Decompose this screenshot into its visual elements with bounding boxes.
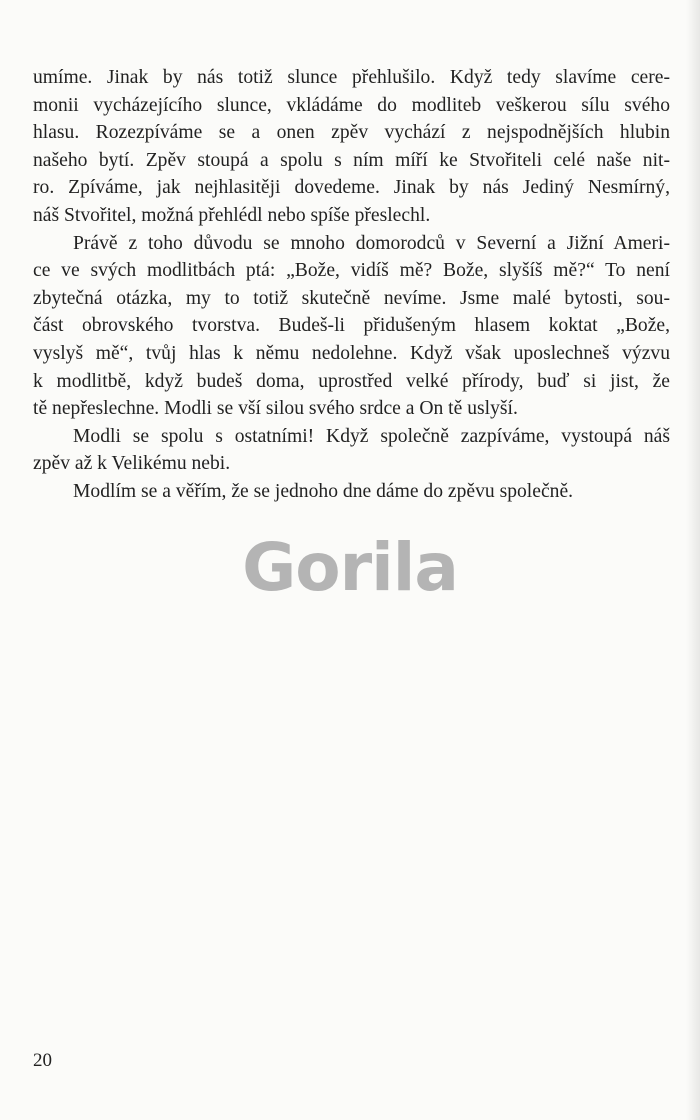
text-line: ce ve svých modlitbách ptá: „Bože, vidíš mě? Bože, slyšíš mě?“ To není [33,260,670,282]
text-line: k modlitbě, když budeš doma, uprostřed velké přírody, buď si jist, že [33,370,670,392]
text-line: Právě z toho důvodu se mnoho domorodců v Severní a Jižní Ameri- [73,232,670,254]
text-line: zpěv až k Velikému nebi. [33,453,231,475]
text-line: hlasu. Rozezpíváme se a onen zpěv vychází z nejspodnějších hlubin [33,122,670,144]
text-line: vyslyš mě“, tvůj hlas k němu nedolehne. Když však uposlechneš výzvu [33,342,670,364]
text-line: zbytečná otázka, my to totiž skutečně nevíme. Jsme malé bytosti, sou- [33,287,670,309]
body-text [33,64,670,506]
text-line: našeho bytí. Zpěv stoupá a spolu s ním míří ke Stvořiteli celé naše nit- [33,149,670,171]
text-line: náš Stvořitel, možná přehlédl nebo spíše přeslechl. [33,204,431,226]
gorila-watermark: Gorila [242,529,458,606]
text-line: část obrovského tvorstva. Budeš-li přidušeným hlasem koktat „Bože, [33,315,670,337]
text-line: tě nepřeslechne. Modli se vší silou svého srdce a On tě uslyší. [33,398,518,420]
text-line: ro. Zpíváme, jak nejhlasitěji dovedeme. Jinak by nás Jediný Nesmírný, [33,177,670,199]
text-line: monii vycházejícího slunce, vkládáme do modliteb veškerou sílu svého [33,94,670,116]
text-line: Modli se spolu s ostatními! Když společně zazpíváme, vystoupá náš [73,425,670,447]
page-number: 20 [33,1050,52,1071]
text-line: umíme. Jinak by nás totiž slunce přehlušilo. Když tedy slavíme cere- [33,67,670,88]
text-line: Modlím se a věřím, že se jednoho dne dáme do zpěvu společně. [73,480,574,502]
